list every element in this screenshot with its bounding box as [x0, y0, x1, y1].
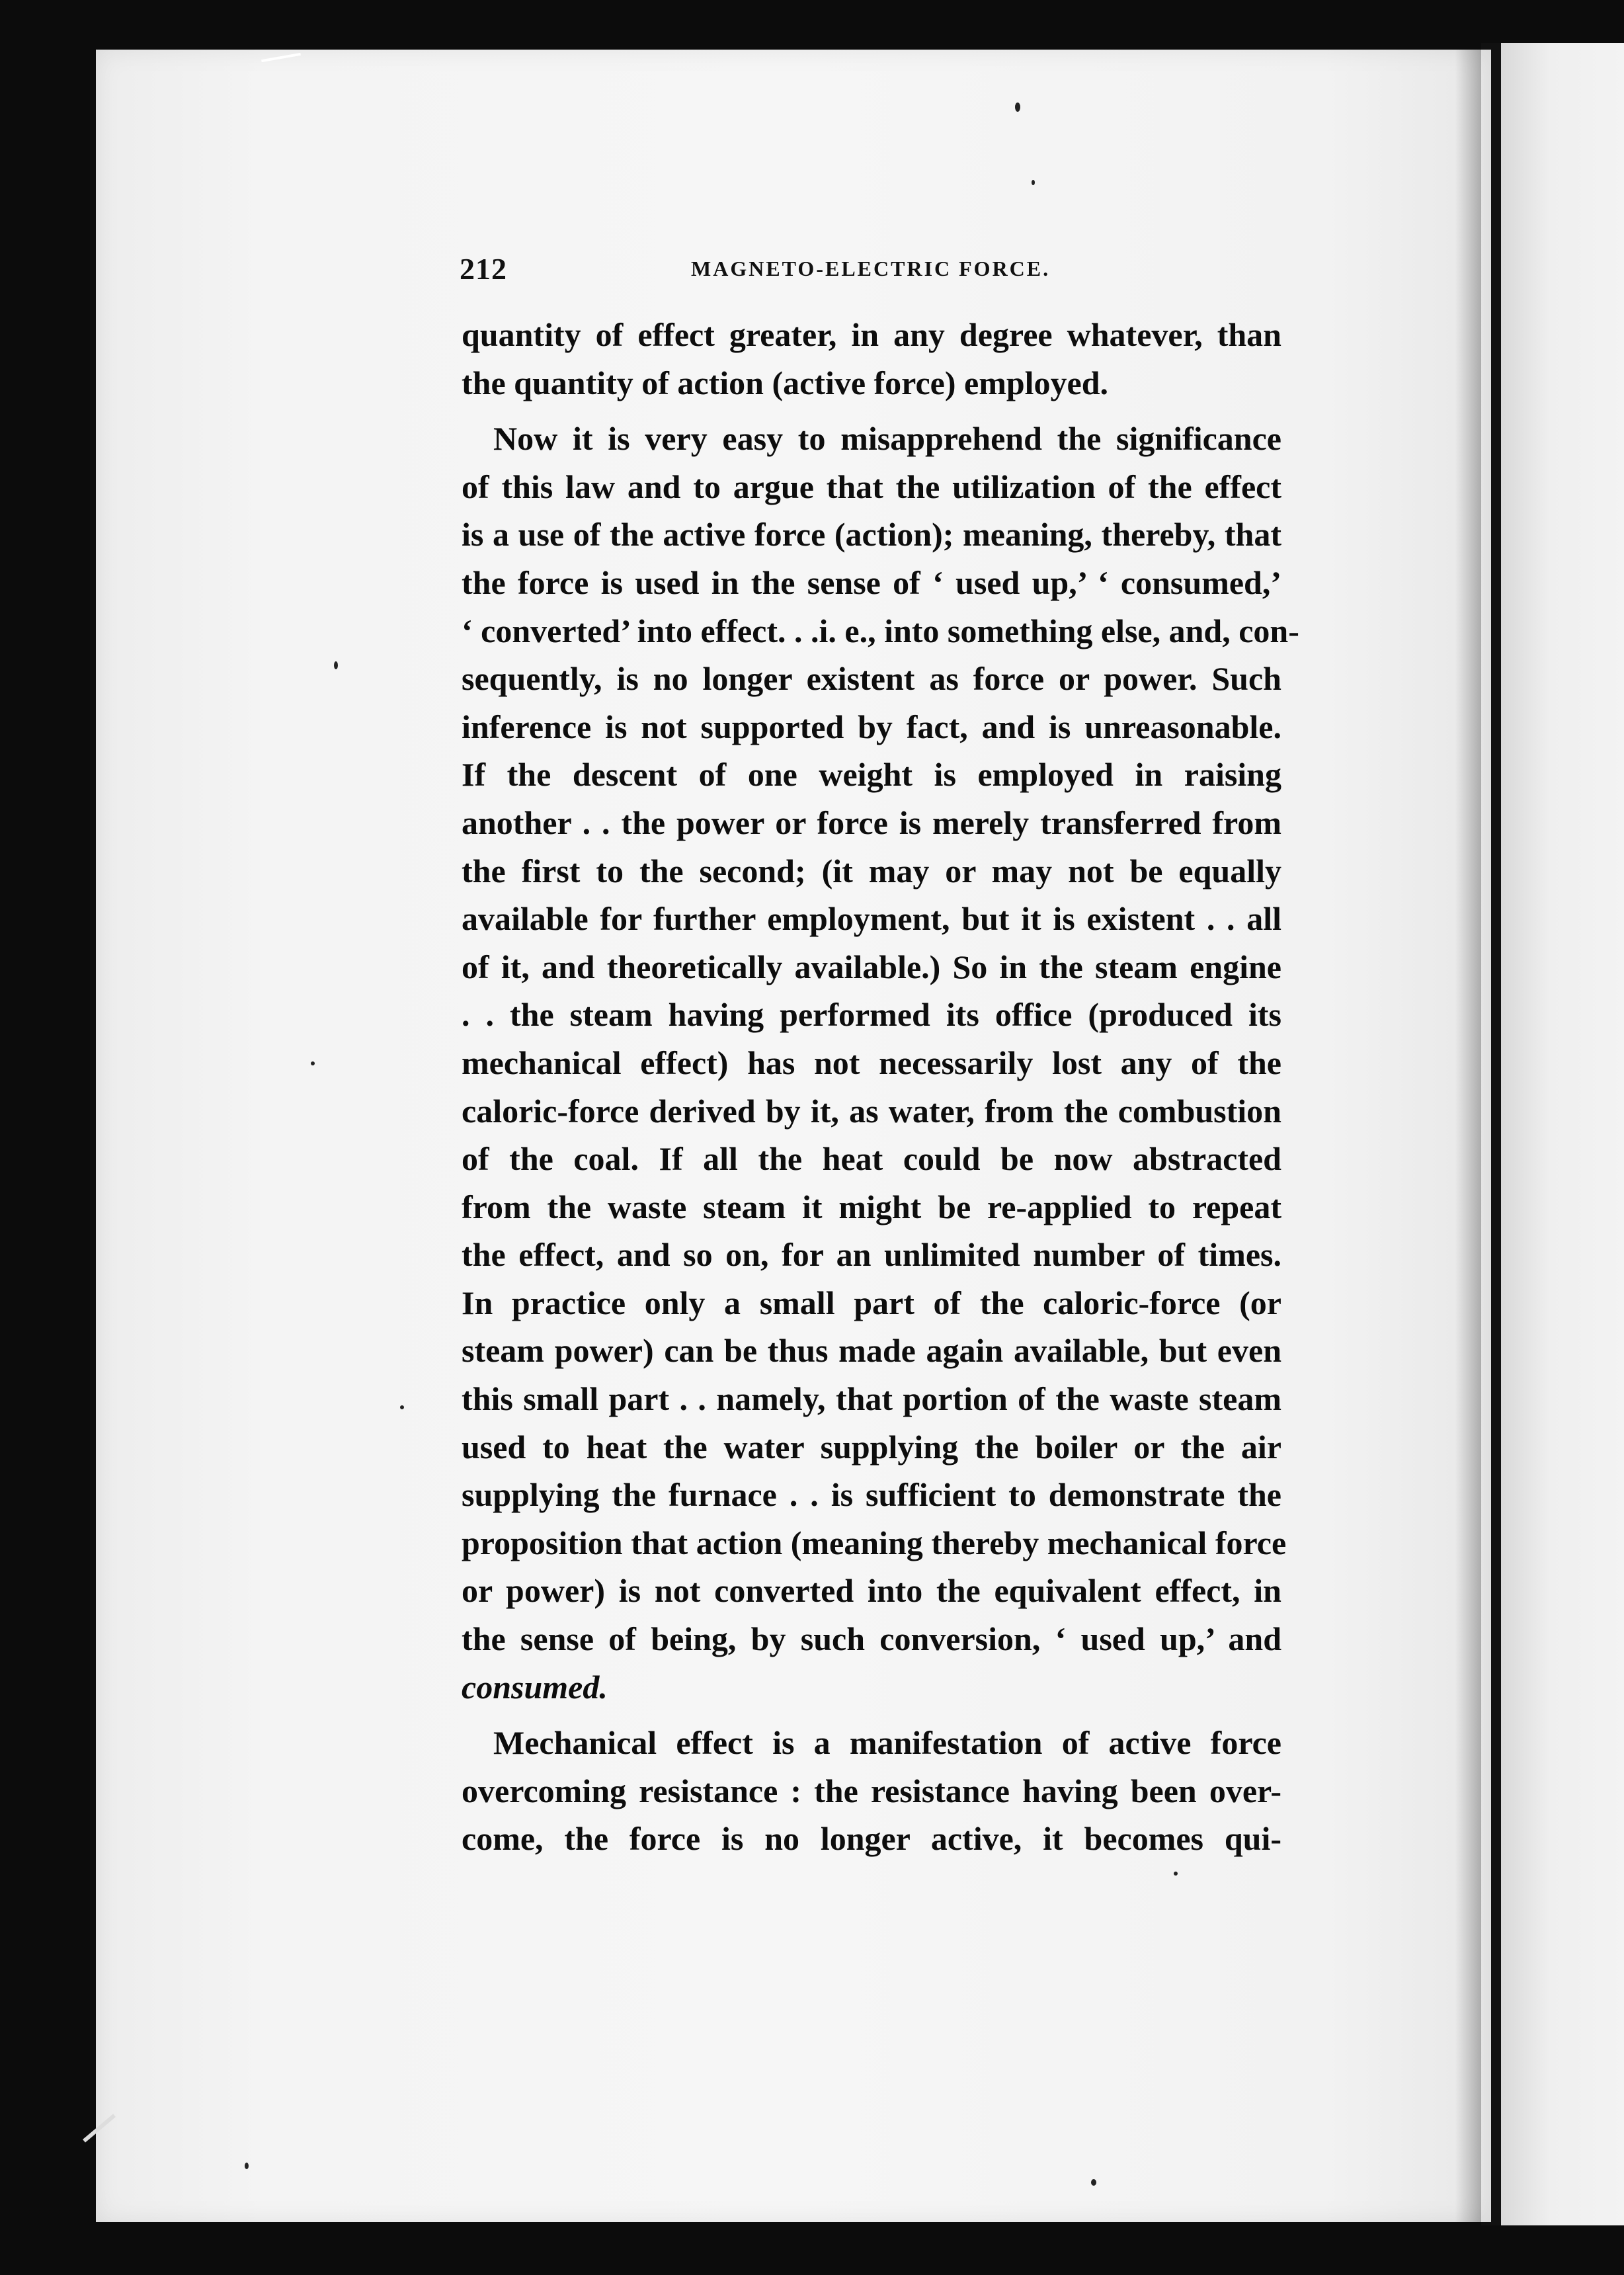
scan-speck: [1091, 2179, 1096, 2186]
adjacent-page-edge: [1481, 43, 1624, 2225]
paragraph: [462, 1719, 1281, 1863]
text-line: consumed.: [462, 1668, 608, 1706]
page-gutter-shadow: [1455, 50, 1481, 2222]
text-line: or power) is not converted into the equivalent effect, in: [462, 1572, 1281, 1610]
page-header: [460, 251, 1279, 298]
text-line: the first to the second; (it may or may not be equally: [462, 852, 1281, 889]
scan-speck: [1015, 103, 1020, 112]
text-line: is a use of the active force (action); meaning, thereby, that: [462, 516, 1281, 554]
text-line: In practice only a small part of the caloric-force (or: [462, 1284, 1281, 1321]
text-line: from the waste steam it might be re-applied to repeat: [462, 1188, 1281, 1225]
scan-speck: [334, 661, 338, 669]
text-line: ‘ converted’ into effect. . .i. e., into something else, and, con-: [462, 612, 1299, 649]
text-line: the force is used in the sense of ‘ used up,’ ‘ consumed,’: [462, 563, 1281, 601]
text-line: quantity of effect greater, in any degree whatever, than: [462, 316, 1281, 353]
text-line: caloric-force derived by it, as water, from the combustion: [462, 1092, 1281, 1130]
text-line: available for further employment, but it is existent . . all: [462, 900, 1281, 938]
text-line: supplying the furnace . . is sufficient to demonstrate the: [462, 1476, 1281, 1514]
scan-speck: [1174, 1872, 1178, 1876]
text-line: steam power) can be thus made again available, but even: [462, 1332, 1281, 1370]
text-line: the sense of being, by such conversion, ‘ used up,’ and: [462, 1620, 1281, 1658]
text-line: used to heat the water supplying the boiler or the air: [462, 1428, 1281, 1466]
running-head: MAGNETO-ELECTRIC FORCE.: [691, 257, 1051, 280]
scan-speck: [400, 1405, 404, 1409]
text-line: mechanical effect) has not necessarily lost any of the: [462, 1044, 1281, 1081]
text-line: this small part . . namely, that portion of the waste steam: [462, 1380, 1281, 1418]
scan-speck: [245, 2163, 249, 2169]
text-line: sequently, is no longer existent as force or power. Such: [462, 660, 1281, 698]
text-line: . . the steam having performed its office (produced its: [462, 996, 1281, 1034]
text-line: Mechanical effect is a manifestation of active force: [493, 1724, 1281, 1762]
text-line: inference is not supported by fact, and is unreasonable.: [462, 708, 1281, 745]
text-line: another . . the power or force is merely transferred from: [462, 804, 1281, 841]
text-line: If the descent of one weight is employed in raising: [462, 756, 1281, 794]
paragraph: [462, 415, 1299, 1711]
text-line: the effect, and so on, for an unlimited number of times.: [462, 1236, 1281, 1274]
text-line: the quantity of action (active force) employed.: [462, 364, 1109, 401]
text-line: proposition that action (meaning thereby mechanical force: [462, 1524, 1287, 1561]
page-number: 212: [460, 252, 507, 286]
text-line: of the coal. If all the heat could be now abstracted: [462, 1140, 1281, 1178]
scan-speck: [1032, 180, 1035, 185]
text-line: of this law and to argue that the utilization of the effect: [462, 468, 1281, 505]
paragraph: [462, 311, 1281, 407]
text-line: overcoming resistance : the resistance having been over-: [462, 1772, 1281, 1809]
text-line: of it, and theoretically available.) So in the steam engine: [462, 948, 1281, 985]
scan-speck: [311, 1061, 315, 1065]
body-text: [462, 311, 1299, 1863]
text-line: Now it is very easy to misapprehend the significance: [493, 420, 1281, 458]
text-line: come, the force is no longer active, it becomes qui-: [462, 1820, 1281, 1858]
